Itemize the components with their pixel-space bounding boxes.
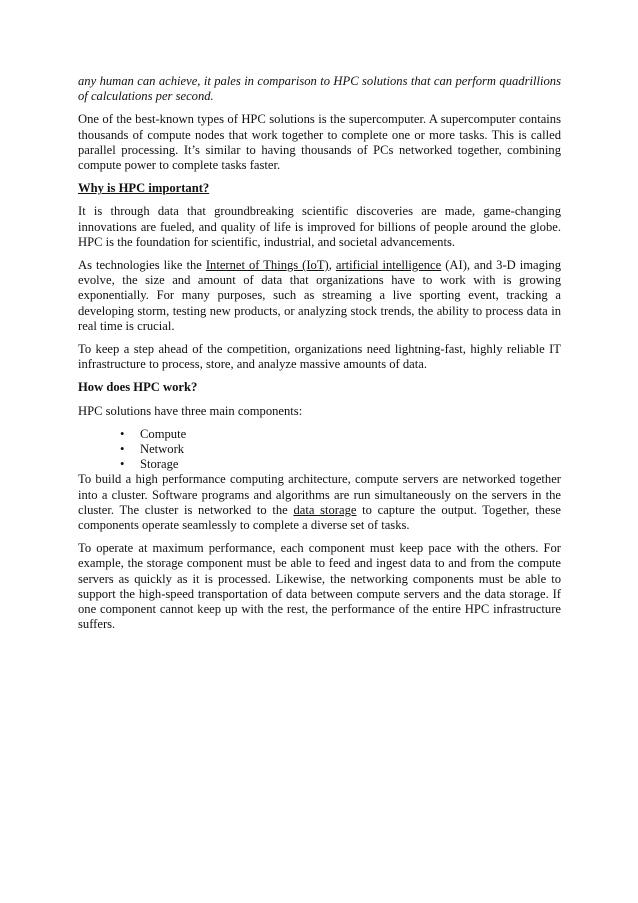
bullet-glyph: • bbox=[120, 426, 125, 441]
operate-paragraph: To operate at maximum performance, each component must keep pace with the others. For example, the storage component must be able to feed and ingest data to and from the compute servers as quickly as it is processed. Likewise, the networking components must be able to support the high-speed transportation of data between compute servers and the data storage. If one component cannot keep up with the rest, the performance of the entire HPC infrastructure suffers. bbox=[78, 541, 561, 632]
how-hpc-heading: How does HPC work? bbox=[78, 380, 198, 395]
bullet-glyph: • bbox=[120, 442, 125, 457]
components-intro-paragraph: HPC solutions have three main components: bbox=[78, 403, 303, 418]
build-architecture-paragraph bbox=[78, 472, 561, 533]
technologies-paragraph bbox=[78, 258, 561, 334]
why-hpc-heading bbox=[78, 181, 561, 196]
why-hpc-paragraph: It is through data that groundbreaking scientific discoveries are made, game-changing innovations are fueled, and quality of life is improved for billions of people around the globe. HPC is the foundation for scientific, industrial, and societal advancements. bbox=[78, 204, 561, 249]
data-storage-link[interactable]: data storage bbox=[293, 502, 357, 517]
list-item-label: Storage bbox=[140, 457, 179, 472]
list-item-label: Compute bbox=[140, 426, 187, 441]
build-text-2: to capture the output. Together, these components operate seamlessly to complete a diverse set of tasks. bbox=[78, 502, 561, 533]
list-item bbox=[120, 457, 561, 472]
document-page bbox=[78, 74, 561, 641]
technologies-text-1: As technologies like the bbox=[78, 258, 206, 273]
intro-italic-paragraph: any human can achieve, it pales in comparison to HPC solutions that can perform quadrillions of calculations per second. bbox=[78, 74, 561, 104]
list-item bbox=[120, 442, 561, 457]
build-text-1: To build a high performance computing architecture, compute servers are networked together into a cluster. Software programs and algorithms are run simultaneously on the servers in the cluster. The cluster is networked to the bbox=[78, 472, 561, 517]
bullet-glyph: • bbox=[120, 457, 125, 472]
supercomputer-paragraph: One of the best-known types of HPC solutions is the supercomputer. A supercomputer contains thousands of compute nodes that work together to complete one or more tasks. This is called parallel processing. It’s similar to having thousands of PCs networked together, combining compute power to complete tasks faster. bbox=[78, 112, 561, 173]
ai-link[interactable]: artificial intelligence bbox=[335, 258, 442, 273]
list-item-label: Network bbox=[140, 442, 185, 457]
components-list bbox=[78, 427, 561, 473]
technologies-text-2: , bbox=[328, 258, 336, 273]
competition-paragraph: To keep a step ahead of the competition, organizations need lightning-fast, highly reliable IT infrastructure to process, store, and analyze massive amounts of data. bbox=[78, 342, 561, 372]
technologies-text-3: (AI), and 3-D imaging evolve, the size and amount of data that organizations have to work with is growing exponentially. For many purposes, such as streaming a live sporting event, tracking a developing storm, testing new products, or analyzing stock trends, the ability to process data in real time is crucial. bbox=[78, 258, 562, 333]
list-item bbox=[120, 426, 561, 442]
iot-link[interactable]: Internet of Things (IoT) bbox=[205, 258, 329, 273]
why-hpc-heading-text: Why is HPC important? bbox=[78, 181, 210, 196]
